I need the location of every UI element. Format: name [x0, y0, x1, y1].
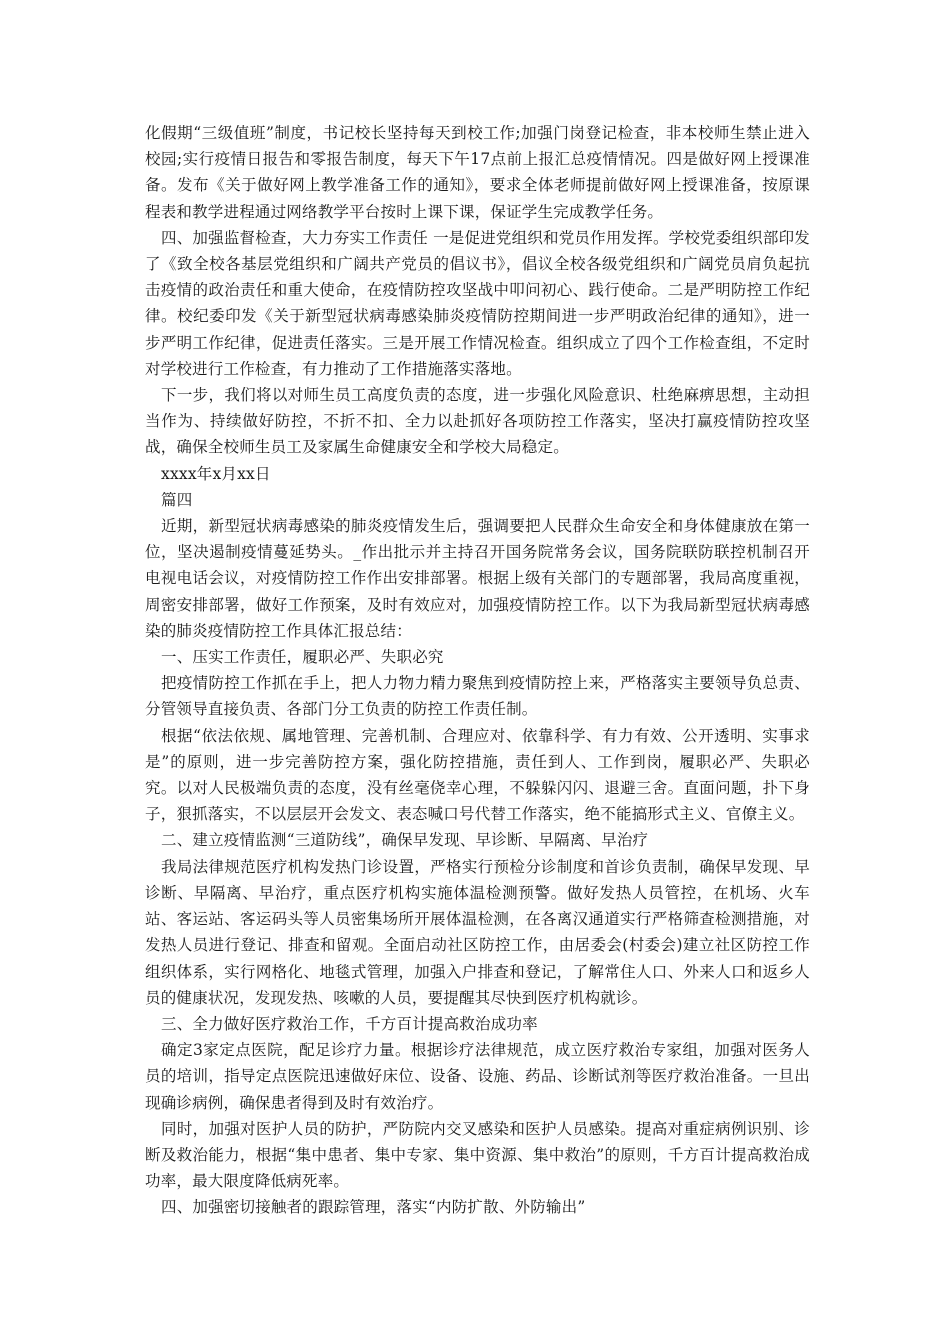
heading-four: 四、加强密切接触者的跟踪管理，落实“内防扩散、外防输出” [161, 1198, 586, 1217]
paragraph-hospitals: 确定3家定点医院，配足诊疗力量。根据诊疗法律规范，成立医疗救治专家组，加强对医务人员的培训，指导定点医院迅速做好床位、设备、设施、药品、诊断试剂等医疗救治准备。一旦出现确诊病例，确保患者得到及时有效治疗。 [145, 1041, 810, 1112]
heading-one: 一、压实工作责任，履职必严、失职必究 [161, 648, 444, 667]
paragraph-next-steps: 下一步，我们将以对师生员工高度负责的态度，进一步强化风险意识、杜绝麻痹思想，主动担当作为、持续做好防控，不折不扣、全力以赴抓好各项防控工作落实，坚决打赢疫情防控攻坚战，确保全校师生员工及家属生命健康安全和学校大局稳定。 [145, 386, 810, 457]
paragraph-intro: 近期，新型冠状病毒感染的肺炎疫情发生后，强调要把人民群众生命安全和身体健康放在第一位，坚决遏制疫情蔓延势头。_作出批示并主持召开国务院常务会议，国务院联防联控机制召开电视电话会议，对疫情防控工作作出安排部署。根据上级有关部门的专题部署，我局高度重视，周密安排部署，做好工作预案，及时有效应对，加强疫情防控工作。以下为我局新型冠状病毒感染的肺炎疫情防控工作具体汇报总结： [145, 517, 810, 640]
paragraph-monitoring: 我局法律规范医疗机构发热门诊设置，严格实行预检分诊制度和首诊负责制，确保早发现、早诊断、早隔离、早治疗，重点医疗机构实施体温检测预警。做好发热人员管控，在机场、火车站、客运站、客运码头等人员密集场所开展体温检测，在各离汉通道实行严格筛查检测措施，对发热人员进行登记、排查和留观。全面启动社区防控工作，由居委会(村委会)建立社区防控工作组织体系，实行网格化、地毯式管理，加强入户排查和登记，了解常住人口、外来人口和返乡人员的健康状况，发现发热、咳嗽的人员，要提醒其尽快到医疗机构就诊。 [145, 857, 810, 1007]
heading-two: 二、建立疫情监测“三道防线”，确保早发现、早诊断、早隔离、早治疗 [161, 831, 649, 850]
document-date: xxxx年x月xx日 [161, 464, 271, 483]
section-title-part-four: 篇四 [161, 490, 193, 509]
paragraph-section-four-supervision: 四、加强监督检查，大力夯实工作责任 一是促进党组织和党员作用发挥。学校党委组织部印发了《致全校各基层党组织和广阔共产党员的倡议书》，倡议全校各级党组织和广阔党员肩负起抗击疫情的政治责任和重大使命，在疫情防控攻坚战中叩问初心、践行使命。二是严明防控工作纪律。校纪委印发《关于新型冠状病毒感染肺炎疫情防控期间进一步严明政治纪律的通知》，进一步严明工作纪律，促进责任落实。三是开展工作情况检查。组织成立了四个工作检查组，不定时对学校进行工作检查，有力推动了工作措施落实落地。 [145, 228, 810, 378]
paragraph-continuation: 化假期“三级值班”制度，书记校长坚持每天到校工作;加强门岗登记检查，非本校师生禁止进入校园;实行疫情日报告和零报告制度，每天下午17点前上报汇总疫情情况。四是做好网上授课准备。发布《关于做好网上教学准备工作的通知》，要求全体老师提前做好网上授课准备，按原课程表和教学进程通过网络教学平台按时上课下课，保证学生完成教学任务。 [145, 124, 810, 221]
paragraph-principles: 根据“依法依规、属地管理、完善机制、合理应对、依靠科学、有力有效、公开透明、实事求是”的原则，进一步完善防控方案，强化防控措施，责任到人、工作到岗，履职必严、失职必究。以对人民极端负责的态度，没有丝毫侥幸心理，不躲躲闪闪、退避三舍。直面问题，扑下身子，狠抓落实，不以层层开会发文、表态喊口号代替工作落实，绝不能搞形式主义、官僚主义。 [145, 726, 810, 824]
document-body [145, 120, 810, 1221]
heading-three: 三、全力做好医疗救治工作，千方百计提高救治成功率 [161, 1014, 538, 1033]
paragraph-responsibility: 把疫情防控工作抓在手上，把人力物力精力聚焦到疫情防控上来，严格落实主要领导负总责、分管领导直接负责、各部门分工负责的防控工作责任制。 [145, 674, 810, 719]
paragraph-protection: 同时，加强对医护人员的防护，严防院内交叉感染和医护人员感染。提高对重症病例识别、诊断及救治能力，根据“集中患者、集中专家、集中资源、集中救治”的原则，千方百计提高救治成功率，最大限度降低病死率。 [145, 1119, 810, 1191]
